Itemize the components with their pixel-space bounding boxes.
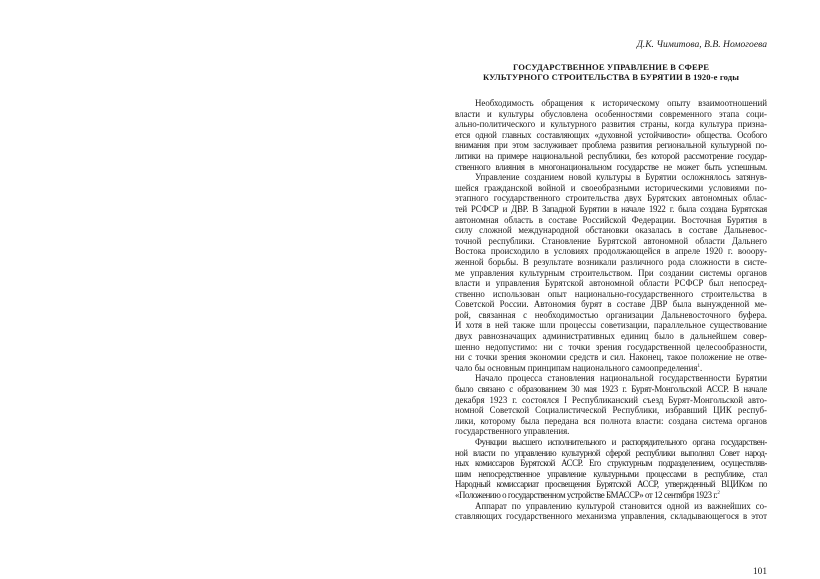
- paragraph: [455, 373, 767, 437]
- paragraph: [455, 437, 767, 501]
- end-punctuation: .: [700, 362, 703, 373]
- text-line: силу сложной международной обстановки оказалась в составе Дальневос-: [455, 225, 767, 236]
- text-line: точной республики. Становление Бурятской автономной области Дальнего: [455, 235, 767, 246]
- text-line: власти и управления Бурятской автономной области РСФСР был непосред-: [455, 278, 767, 289]
- article-body: [455, 98, 767, 522]
- text-line-content: «Положению о государственном устройстве БМАССР» от 12 сентября 1923 г.: [455, 489, 718, 500]
- text-line: декабря 1923 г. состоялся I Республиканский съезд Бурят-Монгольской авто-: [455, 394, 767, 405]
- text-line: ме управления культурным строительством. При создании системы органов: [455, 267, 767, 278]
- text-line: было связано с образованием 30 мая 1923 г. Бурят-Монгольской АССР. В начале: [455, 384, 767, 395]
- text-line: ственно использован опыт национально-государственного строительства в: [455, 288, 767, 299]
- text-line: женной борьбы. В результате возникали различного рода сложности в систе-: [455, 256, 767, 267]
- text-line: власти и культуры обусловлена особенностями современного этапа соци-: [455, 108, 767, 119]
- text-line: ни с точки зрения экономии средств и сил. Наконец, такое положение не отве-: [455, 352, 767, 363]
- paragraph: [455, 501, 767, 522]
- text-line: И хотя в ней также шли процессы советизации, параллельное существование: [455, 320, 767, 331]
- text-line: автономная область в составе Российской Федерации. Восточная Бурятия в: [455, 214, 767, 225]
- text-line: шим непосредственное управление культурными процессами в республике, стал: [455, 468, 767, 479]
- text-line: [455, 490, 767, 501]
- text-line: Начало процесса становления национальной государственности Бурятии: [475, 373, 767, 384]
- article-title-line: ГОСУДАРСТВЕННОЕ УПРАВЛЕНИЕ В СФЕРЕ: [512, 62, 710, 72]
- text-line: номной Советской Социалистической Республики, избравший ЦИК респуб-: [455, 405, 767, 416]
- text-line: тей РСФСР и ДВР. В Западной Бурятии в начале 1922 г. была создана Бурятская: [455, 203, 767, 214]
- text-line: двух равнозначащих административных единиц было в дальнейшем совер-: [455, 331, 767, 342]
- text-line: Функции высшего исполнительного и распорядительного органа государствен-: [475, 437, 767, 447]
- article-title-line: КУЛЬТУРНОГО СТРОИТЕЛЬСТВА В БУРЯТИИ В 1920-е годы: [482, 72, 740, 82]
- text-line: литики на примере национальной республики, без которой рассмотрение государ-: [455, 150, 767, 161]
- footnote-mark[interactable]: 2: [717, 491, 720, 496]
- text-line: ется одной главных составляющих «духовной устойчивости» общества. Особого: [455, 129, 767, 140]
- text-line: Управление созданием новой культуры в Бурятии осложнялось затянув-: [475, 172, 767, 183]
- running-header-authors: Д.К. Чимитова, В.В. Номогоева: [636, 39, 767, 50]
- text-line: государственного управления.: [455, 426, 570, 437]
- text-line: Необходимость обращения к историческому опыту взаимоотношений: [475, 98, 767, 108]
- text-line: Востока происходило в условиях продолжающейся в апреле 1920 г. вооору-: [455, 246, 767, 257]
- text-line: внимания при этом заслуживает проблема развития региональной культурной по-: [455, 140, 767, 151]
- text-line: Аппарат по управлению культурой становится одной из важнейших со-: [475, 500, 767, 511]
- paragraph: [455, 98, 767, 172]
- text-line: лики, которому была передана вся полнота власти: создана система органов: [455, 415, 767, 426]
- text-line: ных комиссаров Бурятской АССР. Его структурным подразделением, осуществляв-: [455, 458, 767, 469]
- text-line: ственного влияния в многонациональном государстве не может быть успешным.: [455, 161, 767, 172]
- text-line: шейся гражданской войной и своеобразными историческими условиями по-: [455, 182, 767, 193]
- text-line: рой, связанная с необходимостью организации Дальневосточного буфера.: [455, 309, 767, 320]
- text-line: [455, 363, 767, 374]
- text-line: Народный комиссариат просвещения Бурятской АССР, утвержденный ВЦИКом по: [455, 479, 767, 490]
- text-line: ально-политического и культурного развития страны, когда культура призна-: [455, 119, 767, 130]
- page-number: 101: [752, 567, 767, 577]
- text-line: шенно недопустимо: ни с точки зрения государственной целесообразности,: [455, 341, 767, 352]
- text-line: ной власти по управлению культурной сферой республики выполнял Совет народ-: [455, 447, 767, 458]
- text-line: этапного государственного строительства двух Бурятских автономных облас-: [455, 193, 767, 204]
- article-title: [455, 62, 767, 82]
- text-line-content: чало бы основным принципам национального самоопределения: [455, 362, 698, 373]
- text-line: Советской России. Автономия бурят в составе ДВР была вынужденной ме-: [455, 299, 767, 310]
- text-line: ставляющих государственного механизма управления, складывающегося в этот: [455, 511, 767, 522]
- paragraph: [455, 172, 767, 373]
- footnote-mark[interactable]: 1: [697, 363, 701, 369]
